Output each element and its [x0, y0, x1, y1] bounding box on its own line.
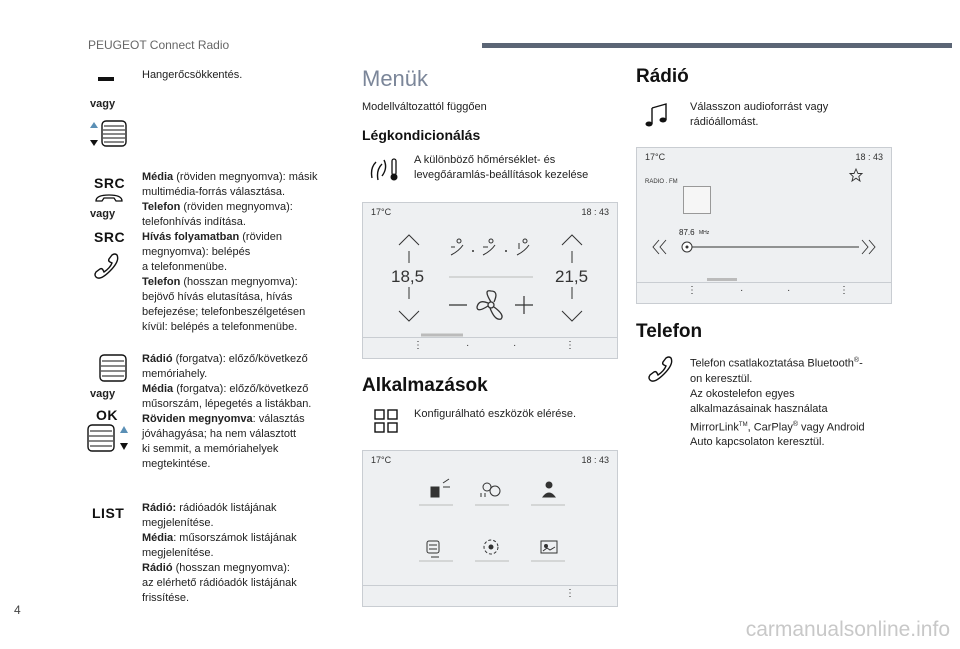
- frequency: 87.6: [679, 228, 695, 237]
- or-label-3: vagy: [90, 388, 116, 400]
- header-bar: [482, 43, 952, 48]
- minus-icon: [98, 77, 114, 81]
- screen2-temp: 17°C: [371, 455, 392, 465]
- radio-text: Válasszon audioforrást vagy rádióállomást.: [690, 101, 829, 128]
- right-temperature: 21,5: [555, 267, 589, 286]
- header-title: PEUGEOT Connect Radio: [88, 38, 230, 52]
- tuning-bar: [637, 234, 891, 264]
- menus-title: Menük: [362, 66, 429, 91]
- apps-grid-icon: [374, 409, 398, 433]
- src-description: Média (röviden megnyomva): másik multimédia-forrás választása. Telefon (röviden megnyomva): telefonhívás indítása. Hívás folyamatban (röviden megnyomva): belépés a telefonmenübe. Telefon (hosszan megnyomva): bejövő hívás elutasítása, hívás befejezése; telefonbeszélgetésen kívül: belépés a telefonmenübe.: [142, 171, 318, 333]
- apps-screen: 17°C 18 : 43 ⋮: [362, 450, 618, 607]
- climate-screen: 17°C 18 : 43 18,5 21,5 ⋮ · · ⋮: [362, 202, 618, 359]
- star-icon: [849, 168, 863, 182]
- music-note-icon: [644, 102, 670, 128]
- ok-button-label: OK: [96, 407, 118, 423]
- screen3-time: 18 : 43: [855, 152, 883, 162]
- apps-icons-grid: [363, 469, 617, 586]
- volume-down-text: Hangerőcsökkentés.: [142, 69, 243, 81]
- slider-handle: [707, 278, 737, 281]
- screen-temp: 17°C: [371, 207, 392, 217]
- radio-band: RADIO . FM: [645, 179, 678, 185]
- screen3-temp: 17°C: [645, 152, 666, 162]
- climate-text: A különböző hőmérséklet- és levegőáramlás-beállítások kezelése: [414, 154, 589, 181]
- or-label-1: vagy: [90, 98, 116, 110]
- list-button-label: LIST: [92, 505, 125, 521]
- page-number: 4: [14, 603, 21, 617]
- list-description: Rádió: rádióadók listájának megjelenítése. Média: műsorszámok listájának megjelenítése. Rádió (hosszan megnyomva): az elérhető rádióadók listájának frissítése.: [142, 502, 297, 604]
- phone-small-icon: [94, 193, 124, 203]
- menus-subtitle: Modellváltozattól függően: [362, 101, 487, 113]
- scroll-wheel-icon-2: [98, 353, 128, 383]
- screen-time: 18 : 43: [581, 207, 609, 217]
- or-label-2: vagy: [90, 208, 116, 220]
- scroll-wheel-icon: [86, 120, 130, 148]
- apps-text: Konfigurálható eszközök elérése.: [414, 408, 577, 420]
- climate-icon: [368, 156, 402, 182]
- album-art-placeholder: [683, 186, 711, 214]
- frequency-unit: MHz: [699, 230, 710, 236]
- radio-screen: 17°C 18 : 43 RADIO . FM 87.6 MHz ⋮ · · ⋮: [636, 147, 892, 304]
- src-button-label: SRC: [94, 175, 126, 191]
- climate-title: Légkondicionálás: [362, 127, 481, 143]
- phone-icon: [92, 253, 120, 281]
- screen2-time: 18 : 43: [581, 455, 609, 465]
- apps-title: Alkalmazások: [362, 375, 488, 396]
- phone-text: Telefon csatlakoztatása Bluetooth®- on keresztül. Az okostelefon egyes alkalmazásainak használata MirrorLink™, CarPlay® vagy Android Auto kapcsolaton keresztül.: [690, 357, 865, 449]
- ok-wheel-icon: [86, 423, 132, 453]
- left-temperature: 18,5: [391, 267, 425, 286]
- phone-title: Telefon: [636, 321, 703, 342]
- radio-title: Rádió: [636, 66, 689, 87]
- phone-handset-icon: [646, 356, 674, 384]
- ok-description: Rádió (forgatva): előző/következő memóriahely. Média (forgatva): előző/következő műsorszám, lépegetés a listákban. Röviden megnyomva: választás jóváhagyása; ha nem választott ki semmit, a memóriahelyek megtekintése.: [142, 353, 312, 470]
- src-button-label-2: SRC: [94, 229, 126, 245]
- watermark: carmanualsonline.info: [745, 618, 950, 641]
